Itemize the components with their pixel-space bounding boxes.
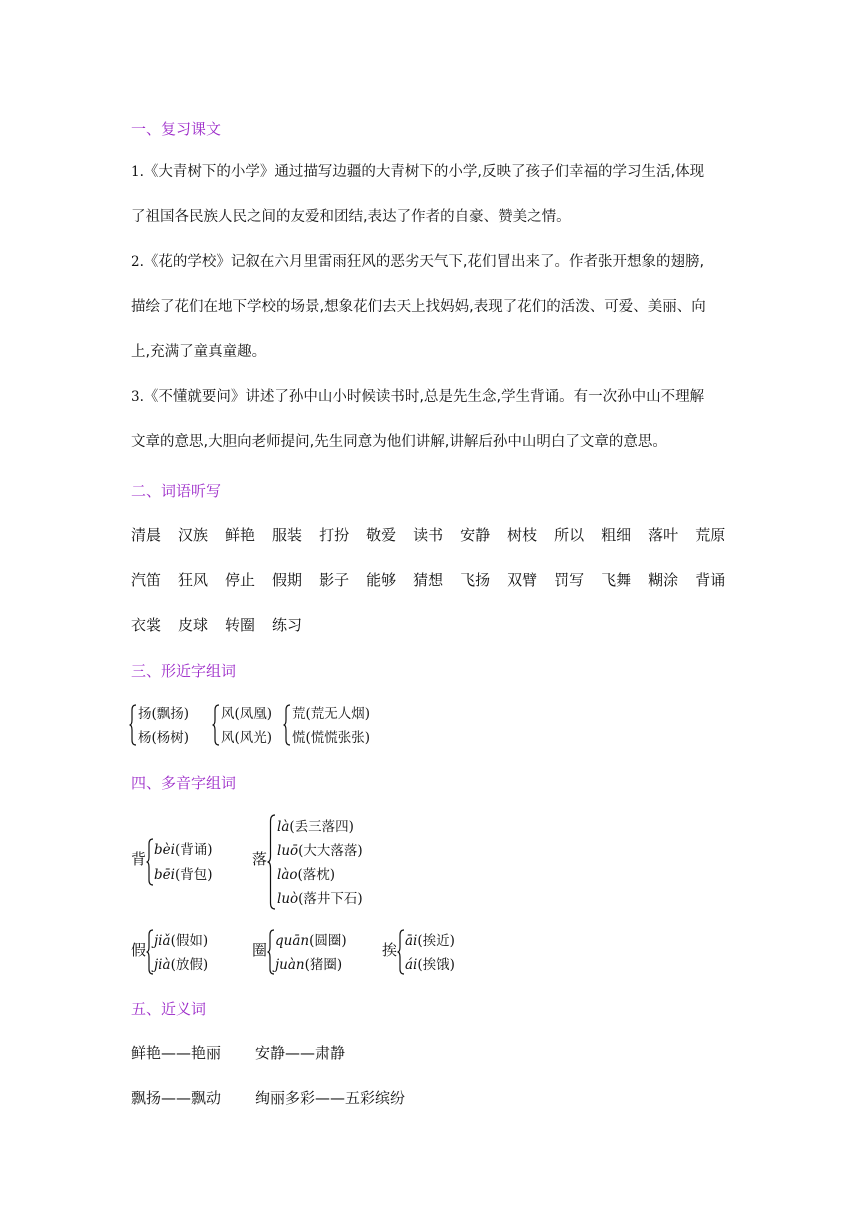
example-word: (大大落落) xyxy=(298,843,363,859)
pinyin: quān xyxy=(275,933,310,949)
left-brace-icon xyxy=(146,838,154,886)
item-text-line: 上,充满了童真童趣。 xyxy=(131,344,267,360)
section-heading-dictation: 二、词语听写 xyxy=(131,482,222,500)
section-heading-synonyms: 五、近义词 xyxy=(131,1000,207,1018)
pinyin: luò xyxy=(277,891,299,907)
pinyin: lào xyxy=(277,867,298,883)
polyphone-char: 落 xyxy=(252,850,268,868)
review-item-1 xyxy=(131,150,704,240)
word-row-1 xyxy=(131,524,742,545)
synonym-row-2 xyxy=(131,1087,405,1108)
word: 练习 xyxy=(272,616,303,634)
item-text-line: 《大青树下的小学》通过描写边疆的大青树下的小学,反映了孩子们幸福的学习生活,体现 xyxy=(143,164,705,180)
similar-word: 扬(飘扬) xyxy=(138,706,190,722)
word: 背诵 xyxy=(695,571,726,589)
word: 清晨 xyxy=(131,526,162,544)
polyphone-char: 圈 xyxy=(252,941,268,959)
pinyin: āi xyxy=(405,933,418,949)
word: 双臂 xyxy=(507,571,538,589)
item-text-line: 文章的意思,大胆向老师提问,先生同意为他们讲解,讲解后孙中山明白了文章的意思。 xyxy=(131,434,667,450)
word: 罚写 xyxy=(554,571,585,589)
synonym-row-1 xyxy=(131,1042,345,1063)
word: 鲜艳 xyxy=(225,526,256,544)
synonym-pair: 鲜艳——艳丽 xyxy=(131,1044,222,1062)
word-row-2 xyxy=(131,569,742,590)
example-word: (落井下石) xyxy=(298,891,363,907)
word: 荒原 xyxy=(695,526,726,544)
pinyin: bèi xyxy=(154,842,175,858)
word: 打扮 xyxy=(319,526,350,544)
item-text-line: 描绘了花们在地下学校的场景,想象花们去天上找妈妈,表现了花们的活泼、可爱、美丽、向 xyxy=(131,299,706,315)
item-number: 1. xyxy=(131,164,144,180)
item-text-line: 了祖国各民族人民之间的友爱和团结,表达了作者的自豪、赞美之情。 xyxy=(131,209,571,225)
example-word: (背诵) xyxy=(174,842,213,858)
example-word: (丢三落四) xyxy=(289,819,354,835)
section-heading-similar-chars: 三、形近字组词 xyxy=(131,662,237,680)
word: 狂风 xyxy=(178,571,209,589)
left-brace-icon xyxy=(212,704,220,746)
word: 能够 xyxy=(366,571,397,589)
pinyin: jià xyxy=(154,957,171,973)
example-word: (落枕) xyxy=(297,867,336,883)
item-number: 3. xyxy=(131,389,144,405)
example-word: (放假) xyxy=(170,957,209,973)
synonym-pair: 安静——肃静 xyxy=(255,1044,346,1062)
left-brace-icon xyxy=(397,929,405,975)
word: 转圈 xyxy=(225,616,256,634)
word: 落叶 xyxy=(648,526,679,544)
word: 敬爱 xyxy=(366,526,397,544)
word: 飞扬 xyxy=(460,571,491,589)
similar-word: 风(风光) xyxy=(221,730,273,746)
word: 汽笛 xyxy=(131,571,162,589)
synonym-pair: 绚丽多彩——五彩缤纷 xyxy=(255,1089,406,1107)
left-brace-icon xyxy=(146,929,154,975)
section-heading-polyphones: 四、多音字组词 xyxy=(131,774,237,792)
left-brace-icon xyxy=(267,814,276,910)
synonym-pair: 飘扬——飘动 xyxy=(131,1089,222,1107)
word: 假期 xyxy=(272,571,303,589)
word: 飞舞 xyxy=(601,571,632,589)
example-word: (背包) xyxy=(174,867,213,883)
word: 皮球 xyxy=(178,616,209,634)
pinyin: juàn xyxy=(275,957,305,973)
word: 猜想 xyxy=(413,571,444,589)
word: 所以 xyxy=(554,526,585,544)
word: 服装 xyxy=(272,526,303,544)
left-brace-icon xyxy=(283,704,291,746)
pinyin: luō xyxy=(277,843,299,859)
item-text-line: 《不懂就要问》讲述了孙中山小时候读书时,总是先生念,学生背诵。有一次孙中山不理解 xyxy=(143,389,705,405)
pinyin: jiǎ xyxy=(154,933,171,949)
example-word: (圆圈) xyxy=(309,933,347,949)
pinyin: là xyxy=(277,819,290,835)
word: 糊涂 xyxy=(648,571,679,589)
polyphone-char: 背 xyxy=(131,850,147,868)
item-number: 2. xyxy=(131,254,144,270)
left-brace-icon xyxy=(267,929,275,975)
example-word: (挨近) xyxy=(417,933,455,949)
left-brace-icon xyxy=(129,704,137,746)
word: 汉族 xyxy=(178,526,209,544)
word: 读书 xyxy=(413,526,444,544)
review-item-3 xyxy=(131,375,704,465)
review-item-2 xyxy=(131,240,706,375)
similar-word: 荒(荒无人烟) xyxy=(292,706,371,722)
word: 影子 xyxy=(319,571,350,589)
example-word: (挨饿) xyxy=(417,957,455,973)
polyphone-char: 挨 xyxy=(382,941,398,959)
word: 树枝 xyxy=(507,526,538,544)
example-word: (猪圈) xyxy=(304,957,343,973)
word: 安静 xyxy=(460,526,491,544)
word: 粗细 xyxy=(601,526,632,544)
example-word: (假如) xyxy=(170,933,209,949)
section-heading-review: 一、复习课文 xyxy=(131,120,222,138)
item-text-line: 《花的学校》记叙在六月里雷雨狂风的恶劣天气下,花们冒出来了。作者张开想象的翅膀, xyxy=(143,254,705,270)
word: 衣裳 xyxy=(131,616,162,634)
polyphone-char: 假 xyxy=(131,941,147,959)
pinyin: ái xyxy=(405,957,418,973)
similar-word: 慌(慌慌张张) xyxy=(292,730,371,746)
similar-word: 风(凤凰) xyxy=(221,706,273,722)
similar-word: 杨(杨树) xyxy=(138,730,190,746)
word: 停止 xyxy=(225,571,256,589)
word-row-3 xyxy=(131,614,319,635)
pinyin: bēi xyxy=(154,867,175,883)
